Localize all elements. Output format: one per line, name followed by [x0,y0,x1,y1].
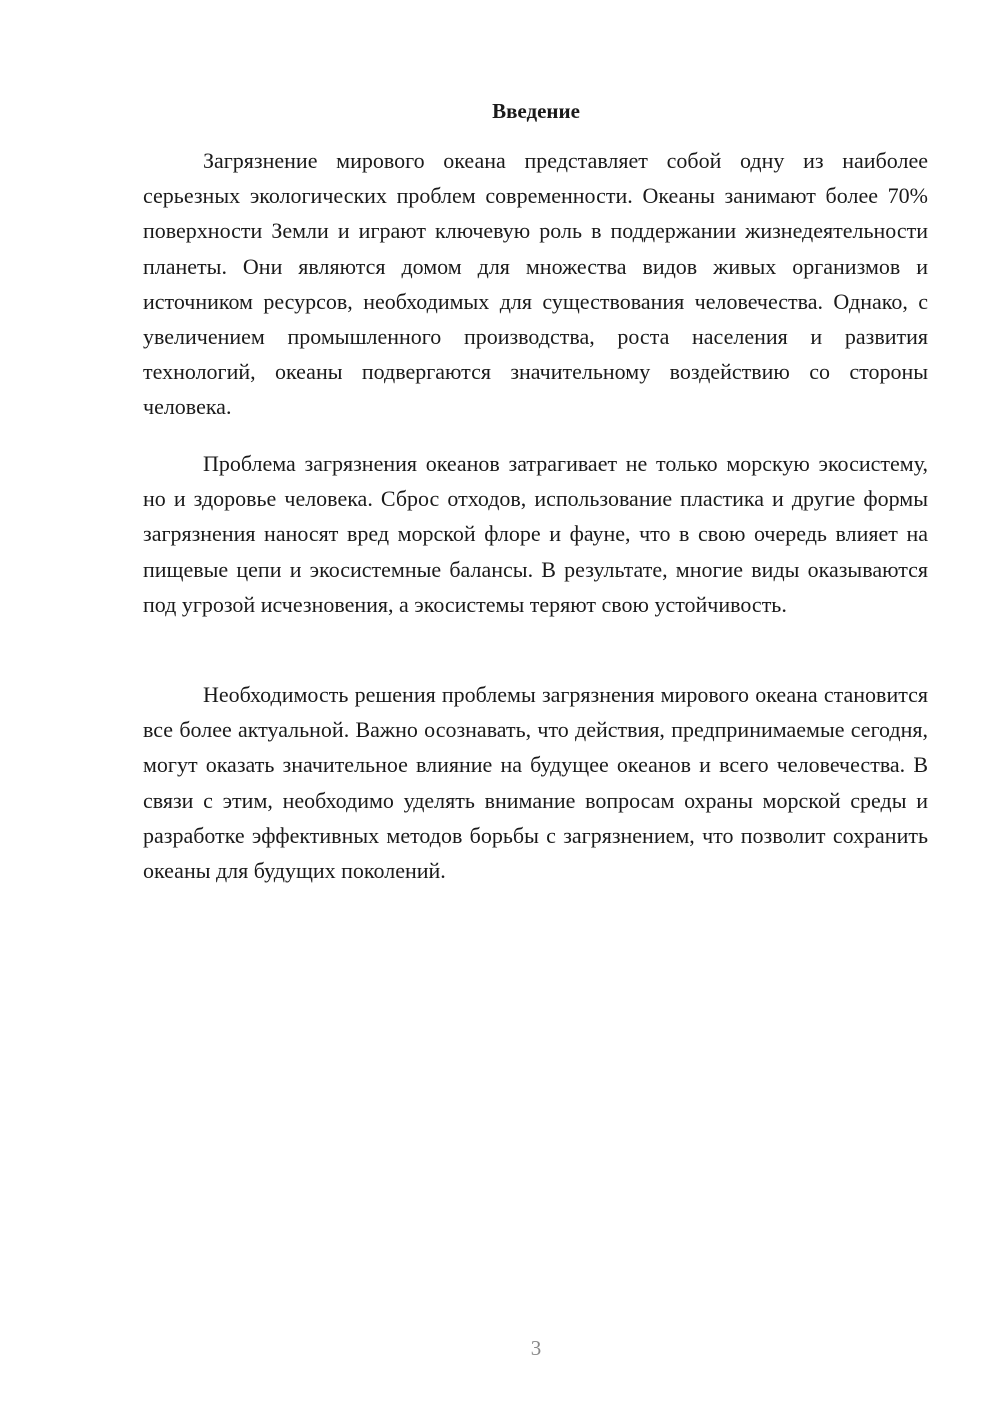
page-number: 3 [530,1336,542,1360]
section-title: Введение [492,99,580,123]
paragraph-3: Необходимость решения проблемы загрязнения мирового океана становится все более актуальной. Важно осознавать, что действия, предпринимаемые сегодня, могут оказать значительное влияние на будущее океанов и всего человечества. В связи с этим, необходимо уделять внимание вопросам охраны морской среды и разработке эффективных методов борьбы с загрязнением, что позволит сохранить океаны для будущих поколений. [143,682,928,884]
paragraph-2: Проблема загрязнения океанов затрагивает не только морскую экосистему, но и здоровье человека. Сброс отходов, использование пластика и другие формы загрязнения наносят вред морской флоре и фауне, что в свою очередь влияет на пищевые цепи и экосистемные балансы. В результате, многие виды оказываются под угрозой исчезновения, а экосистемы теряют свою устойчивость. [143,451,928,617]
paragraph-1: Загрязнение мирового океана представляет собой одну из наиболее серьезных экологических проблем современности. Океаны занимают более 70% поверхности Земли и играют ключевую роль в поддержании жизнедеятельности планеты. Они являются домом для множества видов живых организмов и источником ресурсов, необходимых для существования человечества. Однако, с увеличением промышленного производства, роста населения и развития технологий, океаны подвергаются значительному воздействию со стороны человека. [143,148,928,420]
